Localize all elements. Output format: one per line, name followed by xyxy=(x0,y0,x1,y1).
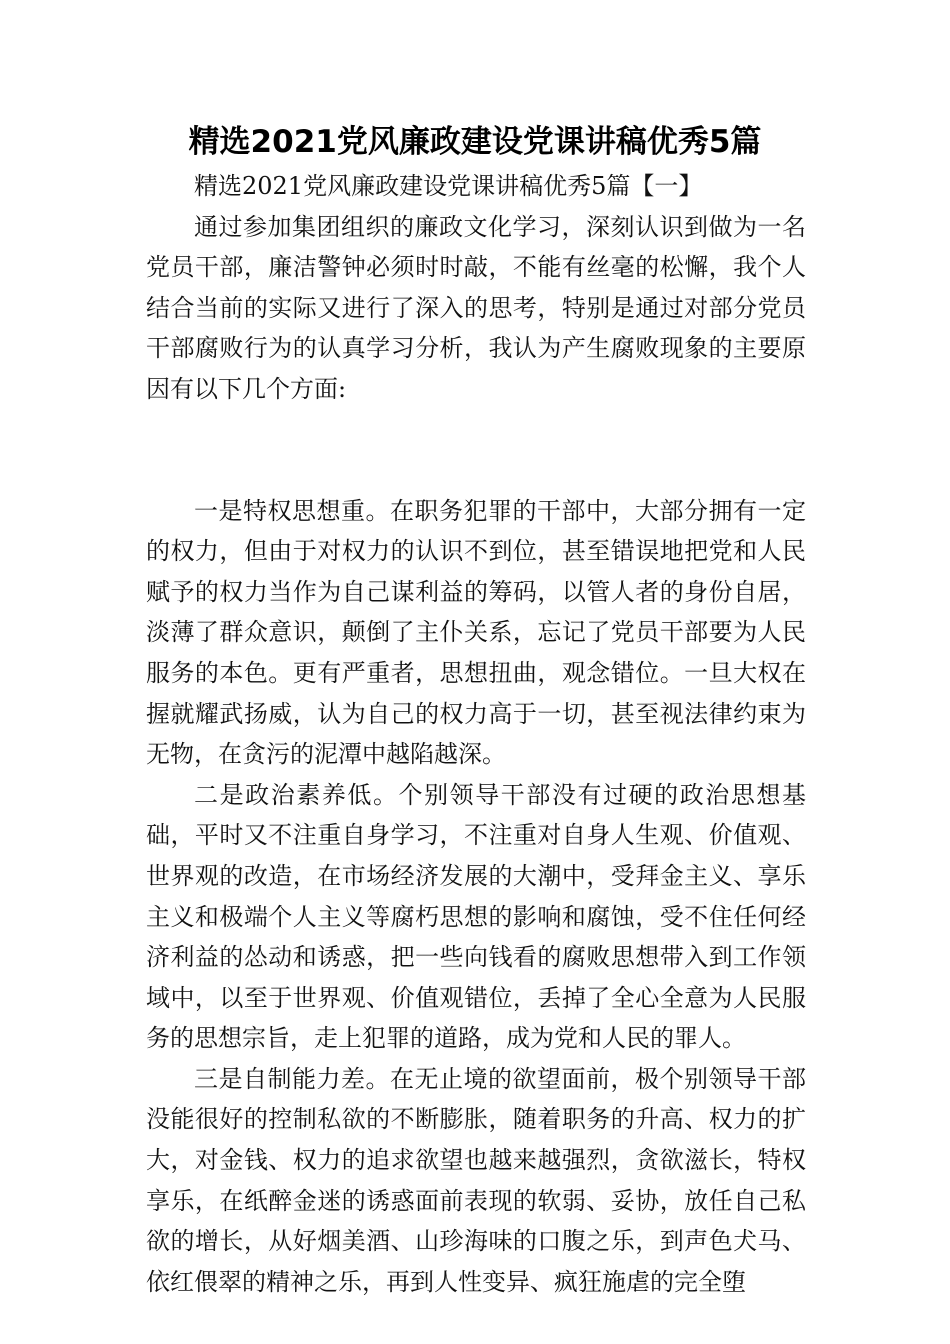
paragraph-point-two: 二是政治素养低。个别领导干部没有过硬的政治思想基础，平时又不注重自身学习，不注重对自身人生观、价值观、世界观的改造，在市场经济发展的大潮中，受拜金主义、享乐主义和极端个人主义等腐朽思想的影响和腐蚀，受不住任何经济利益的怂动和诱惑，把一些向钱看的腐败思想带入到工作领域中，以至于世界观、价值观错位，丢掉了全心全意为人民服务的思想宗旨，走上犯罪的道路，成为党和人民的罪人。 xyxy=(146,780,806,1053)
document-title: 精选2021党风廉政建设党课讲稿优秀5篇 xyxy=(188,124,762,160)
section-heading: 精选2021党风廉政建设党课讲稿优秀5篇【一】 xyxy=(194,172,703,200)
document-body xyxy=(146,166,806,1302)
paragraph-point-three: 三是自制能力差。在无止境的欲望面前，极个别领导干部没能很好的控制私欲的不断膨胀，随着职务的升高、权力的扩大，对金钱、权力的追求欲望也越来越强烈，贪欲滋长，特权享乐，在纸醉金迷的诱惑面前表现的软弱、妥协，放任自己私欲的增长，从好烟美酒、山珍海味的口腹之乐，到声色犬马、依红偎翠的精神之乐，再到人性变异、疯狂施虐的完全堕 xyxy=(146,1064,806,1296)
blank-line-spacer xyxy=(146,410,806,491)
paragraph-intro: 通过参加集团组织的廉政文化学习，深刻认识到做为一名党员干部，廉洁警钟必须时时敲，不能有丝毫的松懈，我个人结合当前的实际又进行了深入的思考，特别是通过对部分党员干部腐败行为的认真学习分析，我认为产生腐败现象的主要原因有以下几个方面: xyxy=(146,212,806,403)
paragraph-point-one: 一是特权思想重。在职务犯罪的干部中，大部分拥有一定的权力，但由于对权力的认识不到位，甚至错误地把党和人民赋予的权力当作为自己谋利益的筹码，以管人者的身份自居，淡薄了群众意识，颠倒了主仆关系，忘记了党员干部要为人民服务的本色。更有严重者，思想扭曲，观念错位。一旦大权在握就耀武扬威，认为自己的权力高于一切，甚至视法律约束为无物，在贪污的泥潭中越陷越深。 xyxy=(146,496,806,769)
